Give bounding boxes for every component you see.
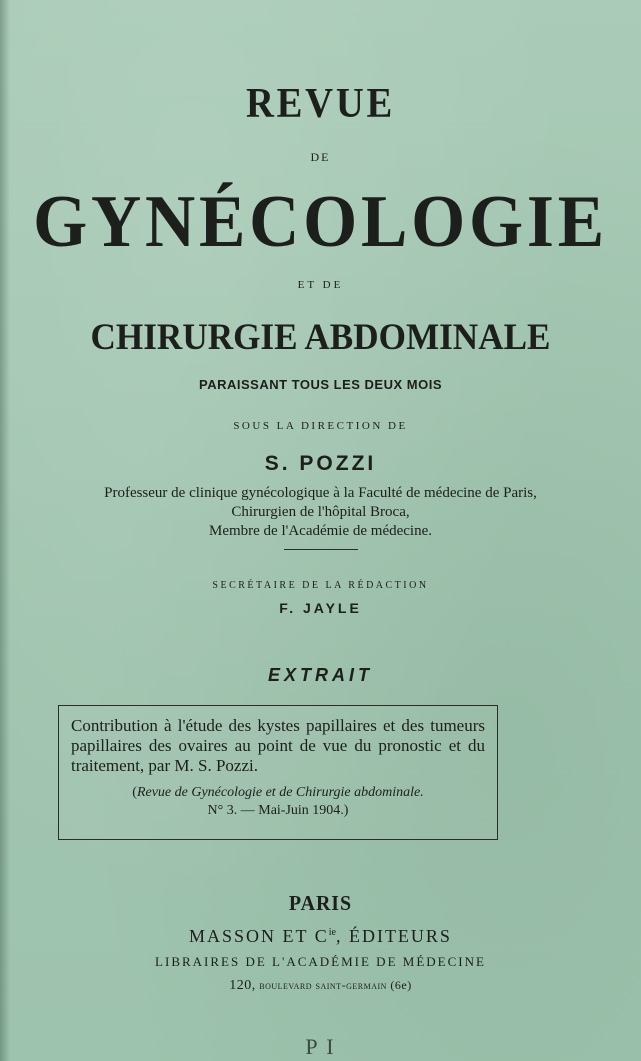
masthead-et-de: ET DE [297, 279, 344, 291]
masthead-de: DE [310, 150, 331, 164]
director-credentials [0, 484, 641, 541]
journal-reference [71, 784, 485, 820]
publisher-city: PARIS [288, 891, 353, 915]
masthead-chirurgie: CHIRURGIE ABDOMINALE [90, 317, 551, 358]
credential-line: Chirurgien de l'hôpital Broca, [231, 504, 410, 520]
publisher-name-part2: , ÉDITEURS [335, 926, 452, 946]
extrait-box [58, 705, 498, 840]
masthead-revue: REVUE [245, 81, 396, 127]
publisher-address [0, 978, 641, 994]
address-street: boulevard saint-germain [259, 978, 387, 992]
address-arrondissement: (6e) [390, 978, 412, 992]
publisher-name-part1: MASSON ET C [189, 926, 329, 946]
publisher-name-sup: ie [328, 927, 336, 938]
secretary-label: SECRÉTAIRE DE LA RÉDACTION [212, 580, 429, 591]
library-shelf-mark: P I [305, 1034, 336, 1059]
ref-open-paren: ( [132, 785, 137, 800]
director-name: S. POZZI [264, 452, 377, 475]
credential-line: Membre de l'Académie de médecine. [208, 523, 432, 539]
article-title: Contribution à l'étude des kystes papillaires et des tumeurs papillaires des ovaires au point de vue du pronostic et du traitement, par M. S. Pozzi. [71, 716, 485, 775]
publisher-libraires: LIBRAIRES DE L'ACADÉMIE DE MÉDECINE [155, 954, 486, 969]
secretary-name: F. JAYLE [279, 600, 362, 616]
extrait-heading: EXTRAIT [267, 665, 373, 685]
address-number: 120, [229, 978, 256, 993]
credential-line: Professeur de clinique gynécologique à la Faculté de médecine de Paris, [104, 485, 537, 501]
masthead-gynecologie: GYNÉCOLOGIE [33, 181, 608, 263]
direction-label: SOUS LA DIRECTION DE [233, 420, 408, 432]
publisher-name [0, 926, 641, 947]
ref-issue: N° 3. — Mai-Juin 1904.) [207, 803, 349, 818]
ref-journal: Revue de Gynécologie et de Chirurgie abdominale. [136, 785, 424, 800]
publication-frequency: PARAISSANT TOUS LES DEUX MOIS [199, 377, 442, 392]
section-divider [284, 549, 358, 550]
